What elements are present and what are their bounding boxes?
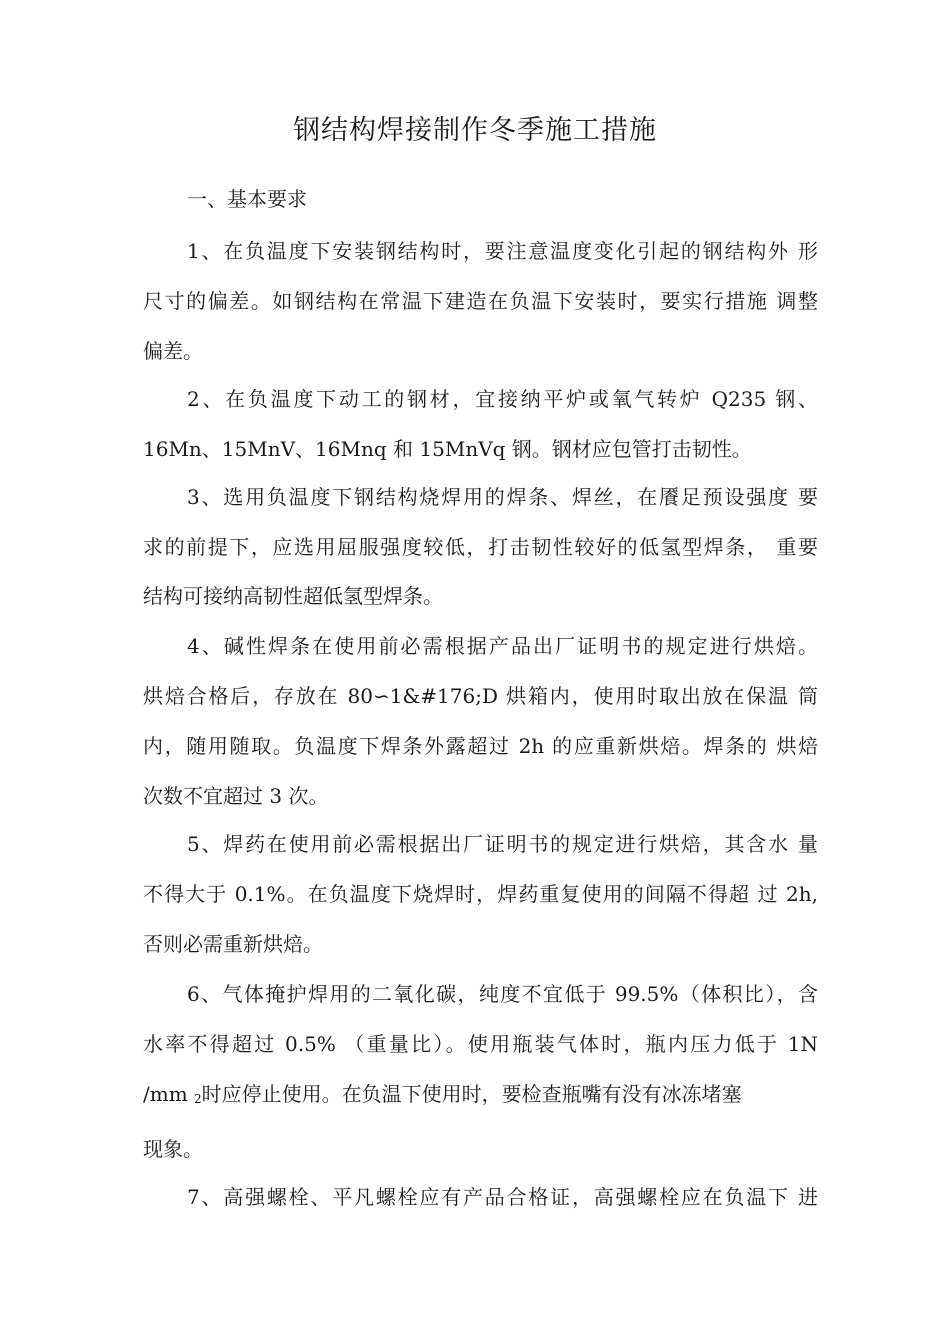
unit-subscript: 2 xyxy=(194,1092,202,1106)
paragraph-line: 7、高强螺栓、平凡螺栓应有产品合格证，高强螺栓应在负温下 进 xyxy=(187,1185,818,1209)
paragraph-line: 6、气体掩护焊用的二氧化碳，纯度不宜低于 99.5%（体积比），含 xyxy=(187,982,818,1006)
paragraph-line: 结构可接纳高韧性超低氢型焊条。 xyxy=(143,584,443,608)
paragraph-line: 1、在负温度下安装钢结构时，要注意温度变化引起的钢结构外 形 xyxy=(187,239,818,263)
paragraph-line: 烘焙合格后，存放在 80∽1&#176;D 烘箱内，使用时取出放在保温 筒 xyxy=(143,684,818,708)
paragraph-line: 次数不宜超过 3 次。 xyxy=(143,784,329,808)
paragraph-line xyxy=(143,1080,742,1113)
paragraph-line: 尺寸的偏差。如钢结构在常温下建造在负温下安装时，要实行措施 调整 xyxy=(143,289,818,313)
paragraph-line: 水率不得超过 0.5% （重量比）。使用瓶装气体时，瓶内压力低于 1N xyxy=(143,1032,818,1056)
paragraph-line: 3、选用负温度下钢结构烧焊用的焊条、焊丝，在餍足预设强度 要 xyxy=(187,485,818,509)
paragraph-line: 内，随用随取。负温度下焊条外露超过 2h 的应重新烘焙。焊条的 烘焙 xyxy=(143,734,818,758)
paragraph-text: 时应停止使用。在负温下使用时，要检查瓶嘴有没有冰冻堵塞 xyxy=(201,1082,742,1106)
paragraph-line: 2、在负温度下动工的钢材，宜接纳平炉或氧气转炉 Q235 钢、 xyxy=(187,387,818,411)
paragraph-line: 4、碱性焊条在使用前必需根据产品出厂证明书的规定进行烘焙。 xyxy=(187,634,818,658)
document-title: 钢结构焊接制作冬季施工措施 xyxy=(293,115,657,146)
paragraph-line: 否则必需重新烘焙。 xyxy=(143,932,323,956)
paragraph-line: 偏差。 xyxy=(143,339,203,363)
unit-text: /mm xyxy=(143,1082,195,1106)
paragraph-line: 现象。 xyxy=(143,1137,203,1161)
paragraph-line: 5、焊药在使用前必需根据出厂证明书的规定进行烘焙，其含水 量 xyxy=(187,832,818,856)
paragraph-line: 16Mn、15MnV、16Mnq 和 15MnVq 钢。钢材应包管打击韧性。 xyxy=(143,437,752,461)
section-heading: 一、基本要求 xyxy=(187,187,307,211)
paragraph-line: 不得大于 0.1%。在负温度下烧焊时，焊药重复使用的间隔不得超 过 2h, xyxy=(143,882,818,906)
paragraph-line: 求的前提下，应选用屈服强度较低，打击韧性较好的低氢型焊条， 重要 xyxy=(143,535,818,559)
